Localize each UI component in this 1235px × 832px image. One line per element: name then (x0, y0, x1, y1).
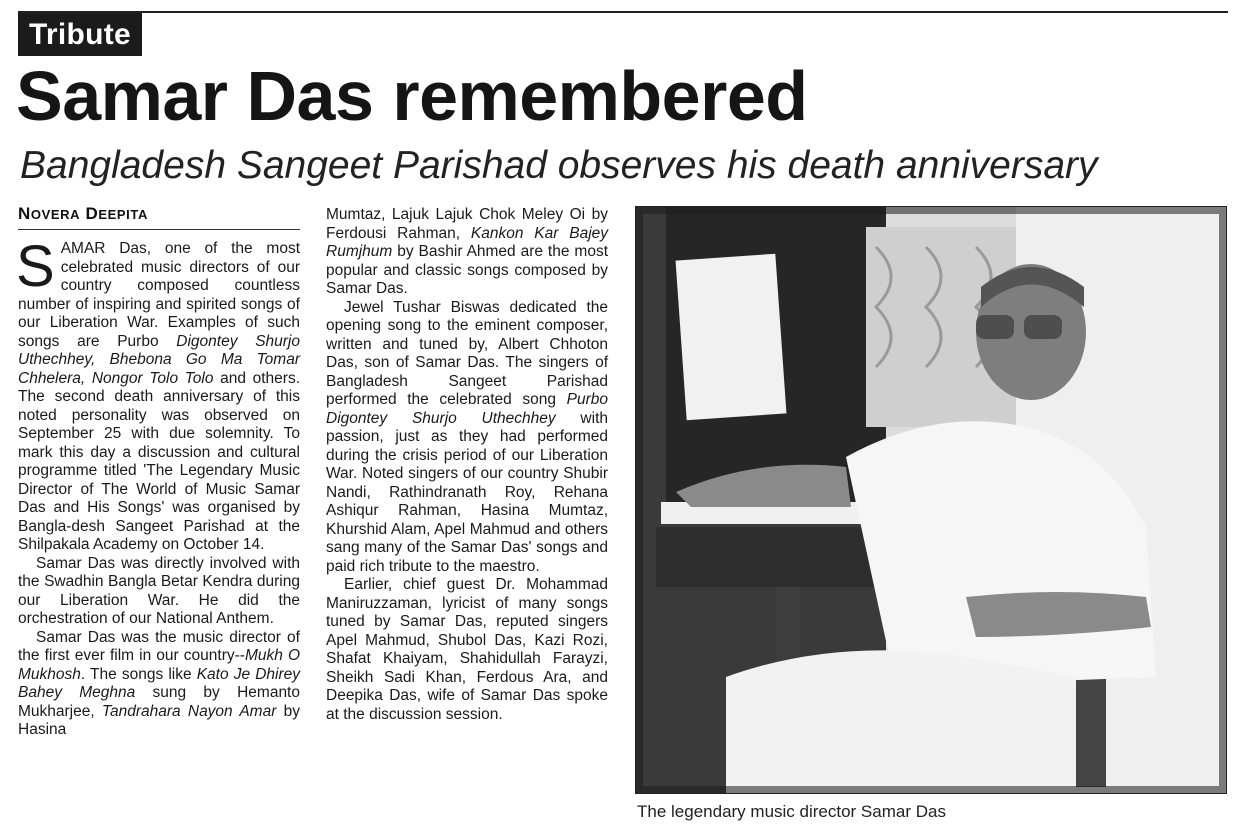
headline: Samar Das remembered (16, 57, 808, 135)
song-title-kankon: Kankon Kar Bajey Rumjhum (326, 224, 609, 260)
paragraph-4-text-b: by Bashir Ahmed are the most popular and classic songs composed by Samar Das. (326, 243, 608, 297)
drop-cap: S (16, 234, 55, 299)
photo-caption: The legendary music director Samar Das (637, 802, 946, 821)
paragraph-4-text-a: Mumtaz, Lajuk Lajuk Chok Meley Oi by Ferdousi Rahman, (326, 206, 608, 242)
paragraph-3-text-b: . The songs like (80, 665, 197, 683)
film-title: Mukh O Mukhosh (18, 647, 301, 683)
byline-first-initial: N (18, 204, 31, 223)
paragraph-1-text-a: AMAR Das, one of the most celebrated music directors of our country composed countless number of inspiring and spirited songs of our Liberation War. Examples of such songs are Purbo (18, 240, 300, 350)
byline-rule (18, 229, 300, 230)
article-column-1 (16, 234, 301, 740)
paragraph-3-text-a: Samar Das was the music director of the first ever film in our country-- (18, 628, 300, 664)
paragraph-3 (18, 629, 300, 740)
paragraph-5-text-a: Jewel Tushar Biswas dedicated the opening song to the eminent composer, written and tuned by, Albert Chhoton Das, son of Samar Das. The singers of Bangladesh Sangeet Parishad performed the celebrated song (326, 298, 608, 408)
paragraph-1-song-titles: Digontey Shurjo Uthechhey, Bhebona Go Ma Tomar Chhelera, Nongor Tolo Tolo (18, 332, 300, 387)
paragraph-5 (326, 299, 608, 577)
portrait-photo (635, 206, 1227, 794)
article-column-2 (326, 206, 608, 724)
byline-last-initial: D (85, 204, 99, 223)
byline-first-rest: OVERA (30, 207, 81, 222)
song-title-purbo: Purbo Digontey Shurjo Uthechhey (326, 391, 608, 427)
song-title-tandrahara: Tandrahara Nayon Amar (101, 702, 277, 720)
paragraph-1 (16, 234, 300, 555)
paragraph-2: Samar Das was directly involved with the Swadhin Bangla Betar Kendra during our Liberation War. He did the orchestration of our National Anthem. (18, 554, 300, 627)
paragraph-3-text-c: sung by Hemanto Mukharjee, (18, 684, 300, 720)
paragraph-3-text-d: by Hasina (18, 702, 300, 738)
song-title-meghna: Kato Je Dhirey Bahey Meghna (18, 665, 300, 701)
paragraph-5-text-b: with passion, just as they had performed during the crisis period of our Liberation War. Noted singers of our country Shubir Nandi, Rathindranath Roy, Rehana Ashiqur Rahman, Hasina Mumtaz, Khurshid Alam, Apel Mahmud and others sang many of the Samar Das' songs and paid rich tribute to the maestro. (326, 409, 609, 575)
subheadline: Bangladesh Sangeet Parishad observes his death anniversary (20, 144, 1098, 187)
byline (18, 203, 300, 226)
section-kicker: Tribute (18, 13, 142, 56)
paragraph-4 (326, 206, 608, 299)
top-rule (18, 11, 1228, 13)
portrait-photo-illustration (636, 207, 1226, 793)
paragraph-1-text-b: and others. The second death anniversary of this noted personality was observed on September 25 with due solemnity. To mark this day a discussion and cultural programme titled 'The Legendary Music Director of The World of Music Samar Das and His Songs' was organised by Bangla-desh Sangeet Parishad at the Shilpakala Academy on October 14. (18, 369, 300, 553)
paragraph-6: Earlier, chief guest Dr. Mohammad Maniruzzaman, lyricist of many songs tuned by Samar Das, reputed singers Apel Mahmud, Shubol Das, Kazi Rozi, Shafat Khaiyam, Shahidullah Farayzi, Sheikh Sadi Khan, Ferdous Ara, and Deepika Das, wife of Samar Das spoke at the discussion session. (326, 576, 608, 723)
byline-last-rest: EEPITA (98, 207, 148, 222)
